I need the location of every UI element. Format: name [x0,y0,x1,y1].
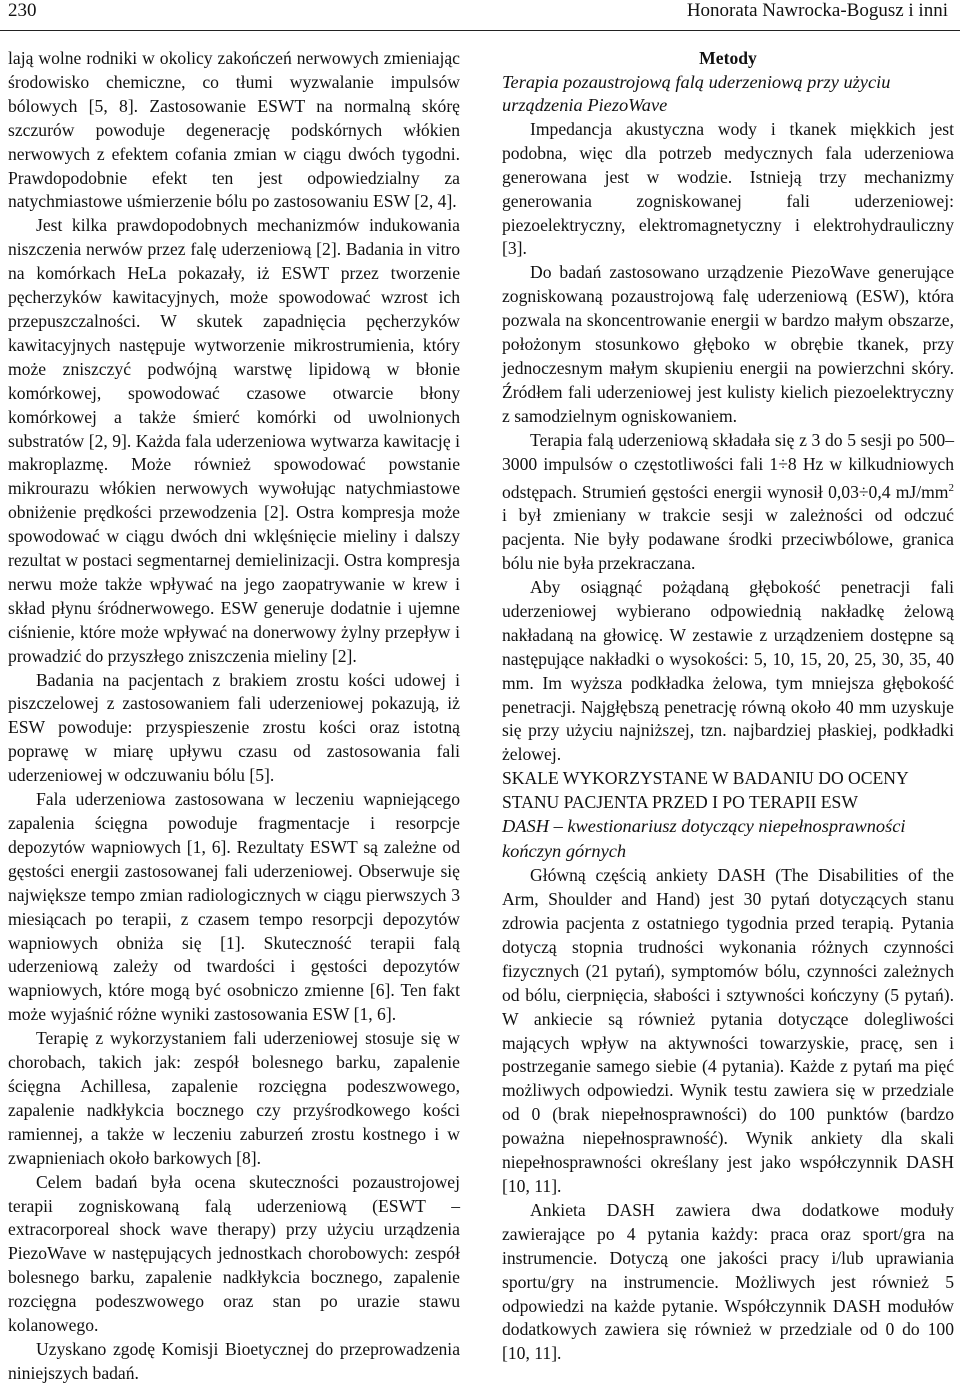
right-column [502,47,954,1366]
subsection-title: Terapia pozaustrojową falą uderzeniową przy użyciu urządzenia PiezoWave [502,71,891,116]
paragraph: Terapię z wykorzystaniem fali uderzeniowej stosuje się w chorobach, takich jak: zespół bolesnego barku, zapalenie ścięgna Achillesa, zapalenie rozcięgna podeszwowego, zapalenie nadkłykcia bocznego czy przyśrodkowego kości ramiennej, a także w leczeniu zaburzeń zrostu kostnego i w zwapnieniach około barkowych [8]. [8,1028,460,1168]
subsection-title: DASH – kwestionariusz dotyczący niepełnosprawności kończyn górnych [502,816,906,862]
left-column [8,47,460,1386]
section-title: Metody [699,48,757,68]
paragraph-text: i był zmieniany w trakcie sesji w zależności od odczuć pacjenta. Nie były podawane środki przeciwbólowe, granica bólu nie była przekraczana. [502,505,954,574]
page-number: 230 [8,0,37,21]
paragraph: Badania na pacjentach z brakiem zrostu kości udowej i piszczelowej z zastosowaniem fali uderzeniowej pokazują, iż ESW powoduje: przyspieszenie zrostu kości oraz istotną poprawę w miarę upływu czasu od zastosowania fali uderzeniowej w odczuwaniu bólu [5]. [8,669,460,786]
paragraph: Impedancja akustyczna wody i tkanek miękkich jest podobna, więc dla potrzeb medycznych fala uderzeniowa generowana jest w wodzie. Istnieją trzy mechanizmy generowania zogniskowanej fali uderzeniowej: piezoelektryczny, elektromagnetyczny i elektrohydrauliczny [3]. [502,118,954,259]
paragraph: Uzyskano zgodę Komisji Bioetycznej do przeprowadzenia niniejszych badań. [8,1338,460,1383]
paragraph: Fala uderzeniowa zastosowana w leczeniu wapniejącego zapalenia ścięgna powoduje fragmentacje i resorpcje depozytów wapniowych [1, 6]. Rezultaty ESWT są zależne od gęstości energii zastosowanej fali uderzeniowej. Obserwuje się największe tempo zmian radiologicznych w ciągu pierwszych 3 miesiącach po terapii, z czasem tempo resorpcji depozytów wapniowych obniża się [1]. Skuteczność terapii falą uderzeniową zależy od twardości i gęstości depozytów wapniowych, które mogą być osobniczo zmienne [6]. Ten fakt może wyjaśnić różne wyniki zastosowania ESW [1, 6]. [8,789,460,1025]
header-rule [0,30,960,31]
paragraph: lają wolne rodniki w okolicy zakończeń nerwowych zmieniając środowisko chemiczne, co tłumi wyzwalanie impulsów bólowych [5, 8]. Zastosowanie ESWT na normalną skórę szczurów powoduje degenerację podskórnych włókien nerwowych z efektem cofania zmian w ciągu dwóch tygodni. Prawdopodobnie efekt ten jest odpowiedzialny za natychmiastowe uśmierzenie bólu po zastosowaniu ESW [2, 4]. [8,48,460,212]
page-header [0,0,960,32]
section-heading: SKALE WYKORZYSTANE W BADANIU DO OCENY STANU PACJENTA PRZED I PO TERAPII ESW [502,768,909,812]
paragraph-text: Terapia falą uderzeniową składała się z 3 do 5 sesji po 500–3000 impulsów o częstotliwości fali 1÷8 Hz w kilkudniowych odstępach. Strumień gęstości energii wynosił 0,03÷0,4 mJ/mm [502,429,954,502]
paragraph: Celem badań była ocena skuteczności pozaustrojowej terapii zogniskowaną falą uderzeniową (ESWT – extracorporeal shock wave therapy) przy użyciu urządzenia PiezoWave w następujących jednostkach chorobowych: zespół bolesnego barku, zapalenie nadkłykcia bocznego, zapalenie rozcięgna podeszwowego oraz stan po urazie stawu kolanowego. [8,1171,460,1336]
paragraph: Jest kilka prawdopodobnych mechanizmów indukowania niszczenia nerwów przez falę uderzeniową [2]. Badania in vitro na komórkach HeLa pokazały, iż ESWT przez tworzenie pęcherzyków kawitacyjnych, może spowodować wzrost ich przepuszczalności. W skutek zapadnięcia pęcherzyków kawitacyjnych następuje wytworzenie mikrostrumienia, który może zniszczyć podwójną warstwę lipidową w błonie komórkowej, spowodować czasowe otwarcie błony komórkowej a także śmierć komórki od uwolnionych substratów [2, 9]. Każda fala uderzeniowa wytwarza kawitację i makroplazmę. Może również spowodować powstanie mikrourazu włókien nerwowych wywołując natychmiastowe obniżenie prędkości przewodzenia [2]. Ostra kompresja może spowodować w ciągu dwóch dni wklęśnięcie mieliny i dalszy rezultat w postaci segmentarnej demielinizacji. Ostra kompresja nerwu może także wpływać na jego zaopatrywanie w krew i skład płynu śródnerwowego. ESW generuje dodatnie i ujemne ciśnienie, które może wpływać na donerwowy żylny przepływ i prowadzić do przyszłego zniszczenia mieliny [2]. [8,215,460,666]
paragraph [502,429,954,576]
paragraph: Do badań zastosowano urządzenie PiezoWave generujące zogniskowaną pozaustrojową falę uderzeniową (ESW), która pozwala na skoncentrowanie energii w bardzo małym obszarze, położonym stosunkowo głęboko w obrębie tkanek, przy jednoczesnym małym skupieniu energii na powierzchni skóry. Źródłem fali uderzeniowej jest kulisty kielich piezoelektryczny z samodzielnym ogniskowaniem. [502,262,954,426]
running-head: Honorata Nawrocka-Bogusz i inni [686,0,948,21]
paragraph: Ankieta DASH zawiera dwa dodatkowe moduły zawierające po 4 pytania każdy: praca oraz sport/gra na instrumencie. Dotyczą one jakości pracy i/lub uprawiania sportu/gry na instrumencie. Możliwych jest również 5 odpowiedzi na każde pytanie. Współczynnik DASH modułów dodatkowych zawiera się również w przedziale od 0 do 100 [10, 11]. [502,1199,954,1364]
superscript: 2 [948,481,954,494]
paragraph: Aby osiągnąć pożądaną głębokość penetracji fali uderzeniowej wybierano odpowiednią nakładkę żelową nakładaną na głowicę. W zestawie z urządzeniem dostępne są następujące nakładki o wysokości: 5, 10, 15, 20, 25, 30, 35, 40 mm. Im wyższa podkładka żelowa, tym mniejsza głębokość penetracji. Najgłębszą penetrację równą około 40 mm uzyskuje się przy użyciu najniższej, tzn. najbardziej płaskiej, podkładki żelowej. [502,576,954,765]
paragraph: Główną częścią ankiety DASH (The Disabilities of the Arm, Shoulder and Hand) jest 30 pytań dotyczących stanu zdrowia pacjenta z ostatniego tygodnia przed terapią. Pytania dotyczą stopnia trudności wykonania różnych czynności fizycznych (21 pytań), symptomów bólu, czynności zależnych od bólu, cierpnięcia, słabości i sztywności kończyny (5 pytań). W ankiecie są również pytania dotyczące dolegliwości mających wpływ na aktywności towarzyskie, pracę, sen i postrzeganie samego siebie (4 pytania). Każde z pytań ma pięć możliwych odpowiedzi. Wynik testu zawiera się w przedziale od 0 (brak niepełnosprawności) do 100 punktów (bardzo poważna niepełnosprawność). Wynik ankiety dla skali niepełnosprawności określany jest jako współczynnik DASH [10, 11]. [502,865,954,1197]
